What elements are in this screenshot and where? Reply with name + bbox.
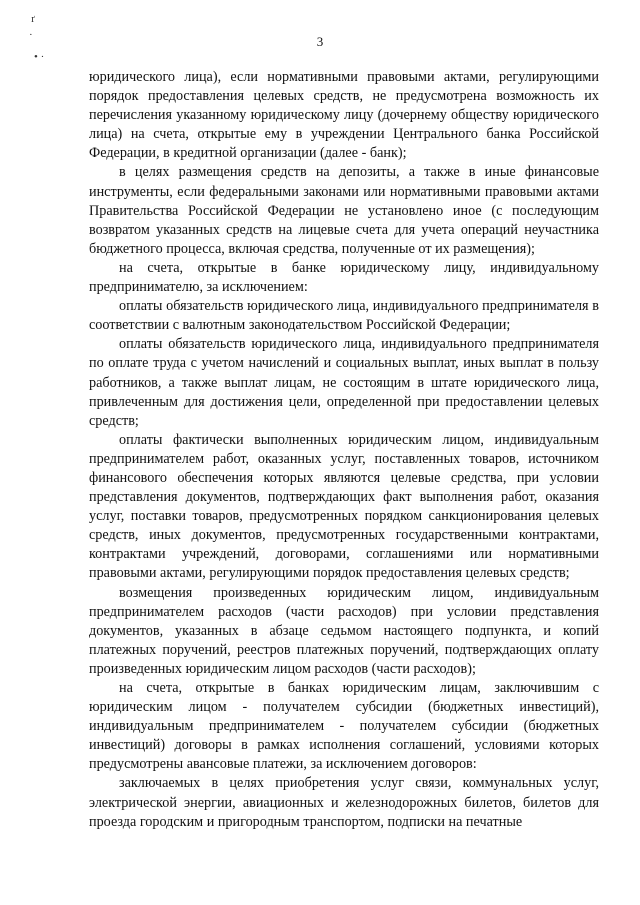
paragraph: заключаемых в целях приобретения услуг связи, коммунальных услуг, электрической энергии, авиационных и железнодорожных билетов, билетов для проезда городским и пригородным транспортом, подписки на печатные	[89, 775, 599, 830]
page-number: 3	[316, 34, 324, 49]
paragraph: на счета, открытые в банках юридическим лицам, заключившим с юридическим лицом - получателем субсидии (бюджетных инвестиций), индивидуальным предпринимателем - получателем субсидии (бюджетных инвестиций) договоры в рамках исполнения соглашений, условиями которых предусмотрены авансовые платежи, за исключением договоров:	[89, 680, 599, 773]
scan-mark: ґ	[31, 13, 35, 25]
paragraph: оплаты обязательств юридического лица, индивидуального предпринимателя в соответствии с валютным законодательством Российской Федерации;	[89, 298, 599, 334]
scan-mark: ·	[29, 29, 33, 41]
paragraph: оплаты обязательств юридического лица, индивидуального предпринимателя по оплате труда с учетом начислений и социальных выплат, иных выплат в пользу работников, а также выплат лицам, не состоящим в штате юридического лица, привлеченным для достижения цели, определенной при предоставлении целевых средств;	[89, 336, 599, 429]
paragraph: на счета, открытые в банке юридическому лицу, индивидуальному предпринимателю, за исключением:	[89, 259, 599, 296]
paragraph: юридического лица), если нормативными правовыми актами, регулирующими порядок предоставления целевых средств, не предусмотрена возможность их перечисления указанному юридическому лицу (дочернему обществу юридического лица) на счета, открытые ему в учреждении Центрального банка Российской Федерации, в кредитной организации (далее - банк);	[89, 69, 599, 162]
document-body	[89, 68, 599, 832]
paragraph: возмещения произведенных юридическим лицом, индивидуальным предпринимателем расходов (части расходов) при условии представления документов, указанных в абзаце седьмом настоящего подпункта, и копий платежных поручений, реестров платежных поручений, подтверждающих оплату произведенных юридическим лицом расходов (части расходов);	[89, 584, 599, 677]
paragraph: оплаты фактически выполненных юридическим лицом, индивидуальным предпринимателем работ, оказанных услуг, поставленных товаров, источником финансового обеспечения которых являются целевые средства, при условии представления документов, подтверждающих факт выполнения работ, оказания услуг, поставки товаров, предусмотренных порядком санкционирования целевых средств, иных документов, предусмотренных государственными контрактами, контрактами учреждений, договорами, соглашениями или нормативными правовыми актами, регулирующими порядок предоставления целевых средств;	[89, 431, 599, 582]
paragraph: в целях размещения средств на депозиты, а также в иные финансовые инструменты, если федеральными законами или нормативными правовыми актами Правительства Российской Федерации не установлено иное (с последующим возвратом указанных средств на лицевые счета для учета операций неучастника бюджетного процесса, включая средства, полученные от их размещения);	[89, 164, 599, 257]
scan-mark: • ·	[34, 51, 45, 63]
